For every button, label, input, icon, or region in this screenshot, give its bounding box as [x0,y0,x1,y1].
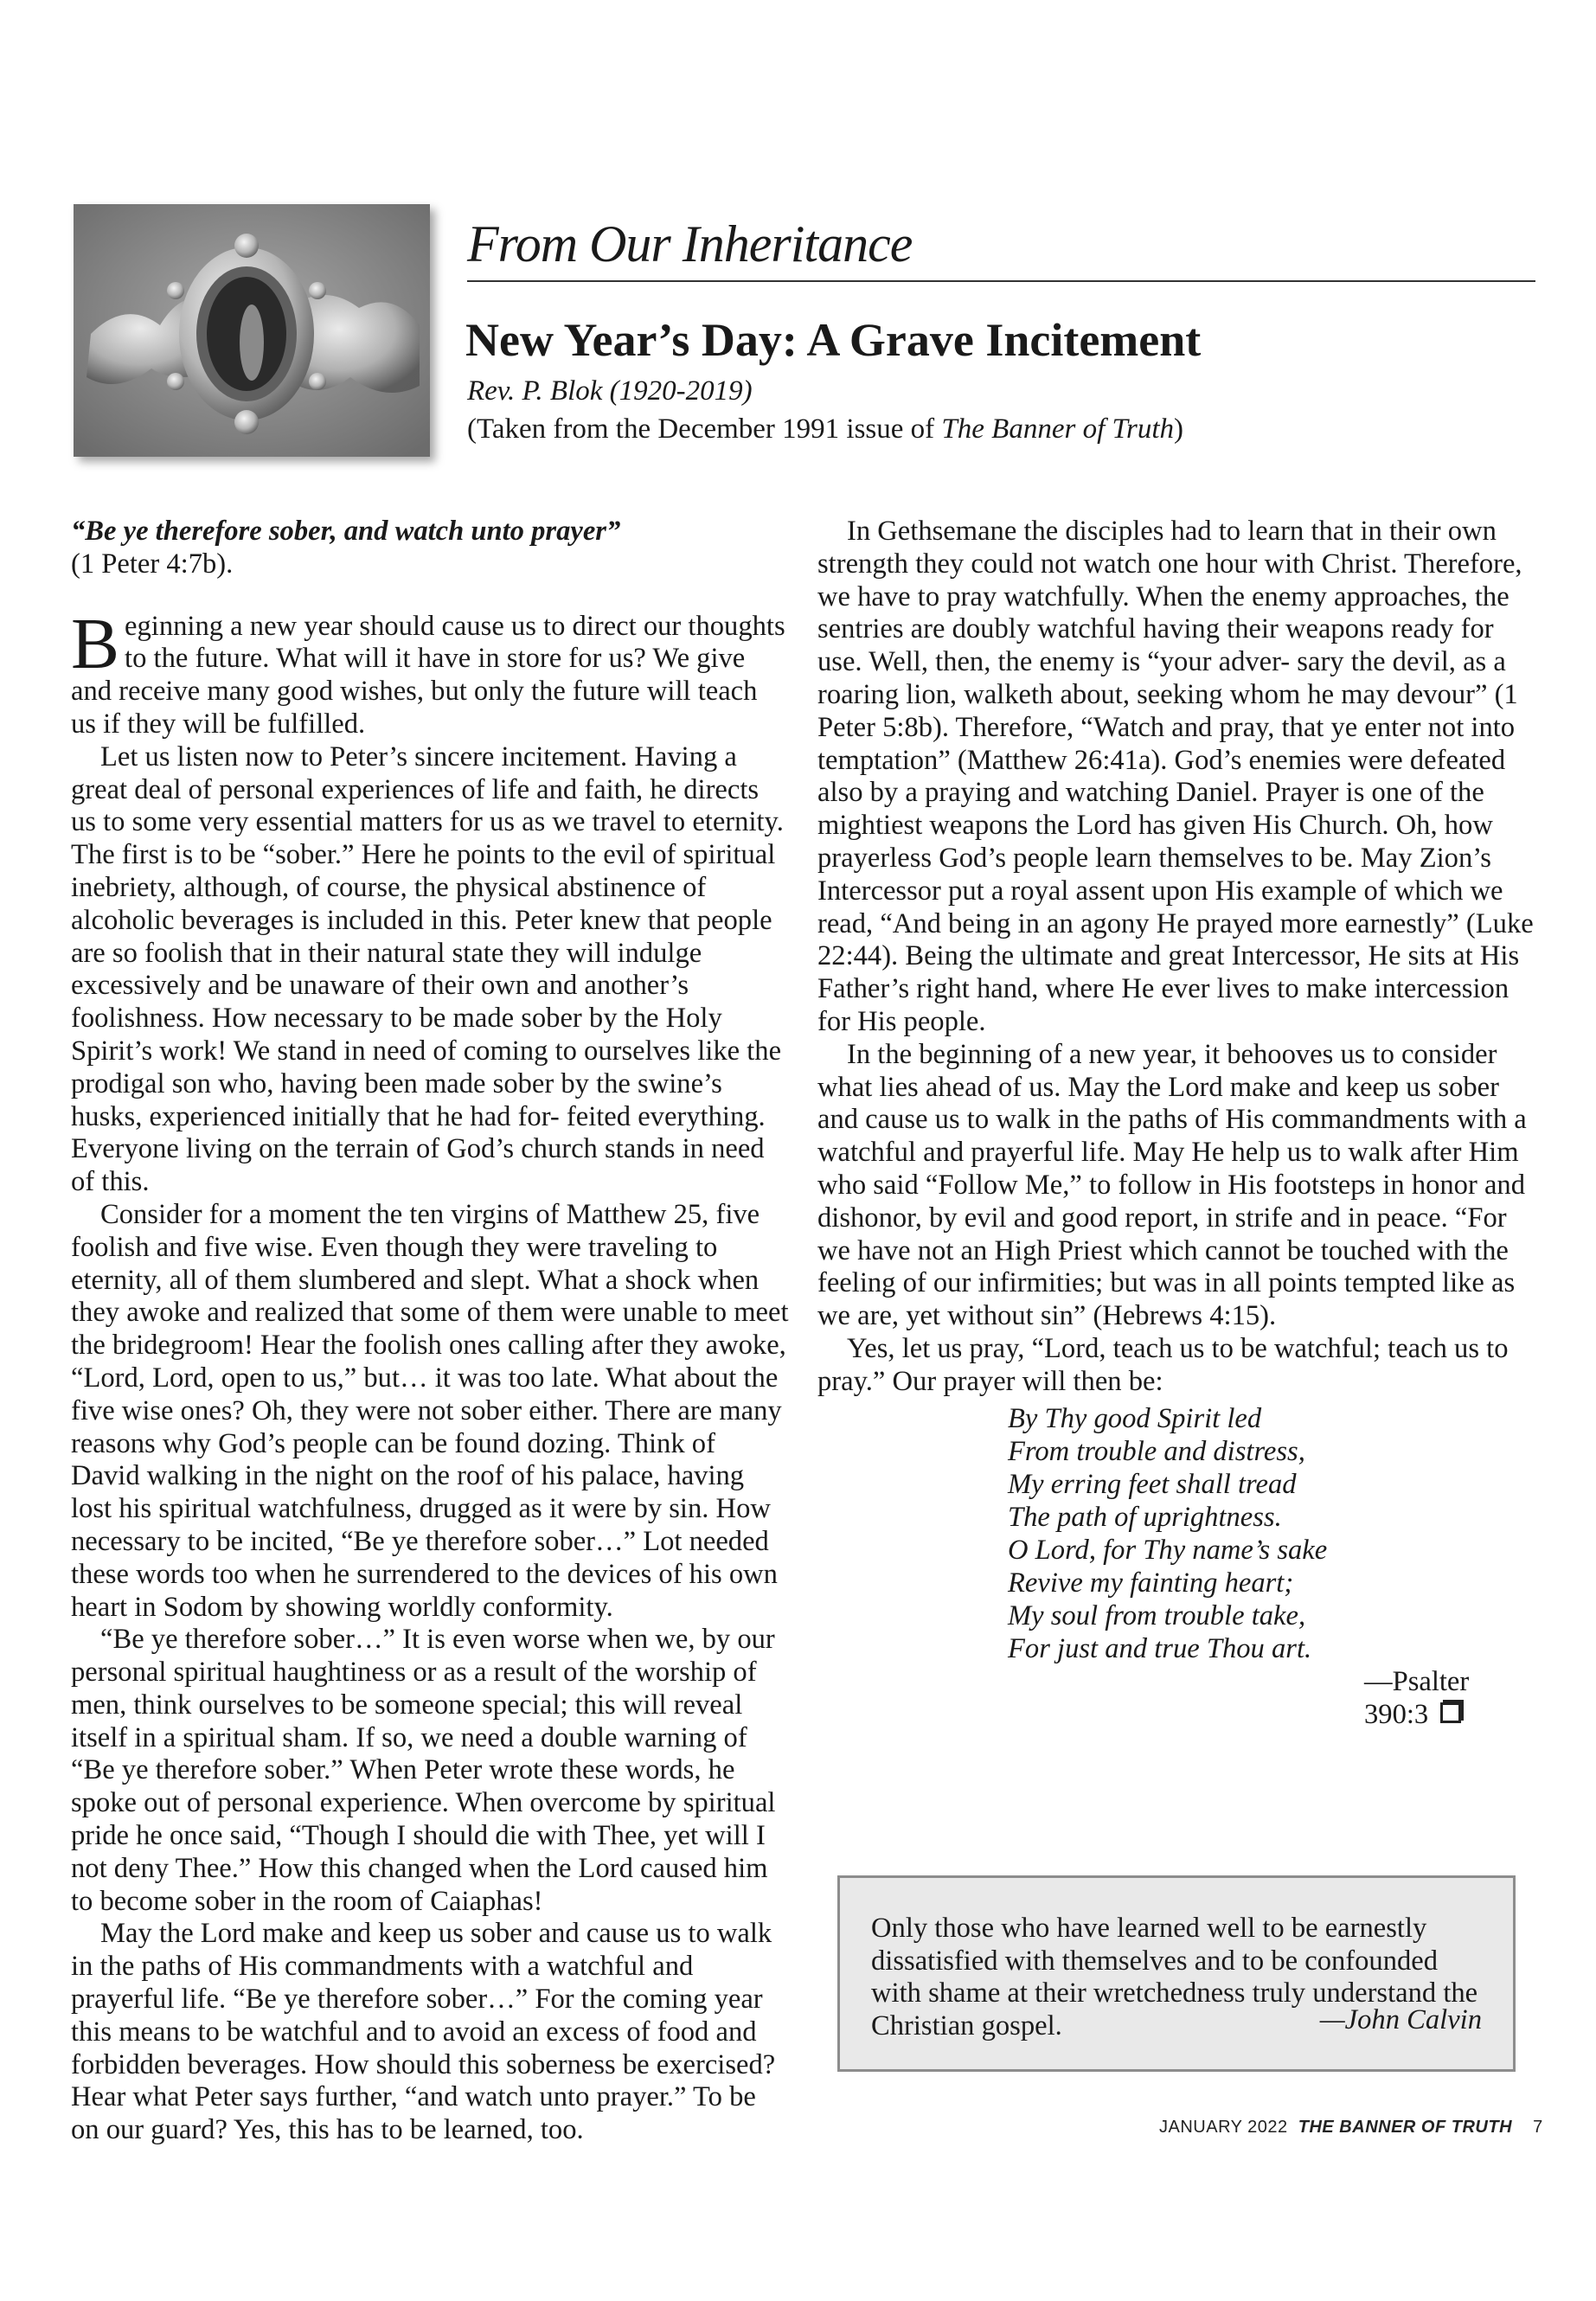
paragraph-2: Let us listen now to Peter’s sincere incitement. Having a great deal of personal experiences of life and faith, he directs us to some very essential matters for us as we travel to eternity. The first is to be “sober.” Here he points to the evil of spiritual inebriety, although, of course, the physical abstinence of alcoholic beverages is included in this. Peter knew that people are so foolish that in their natural state they will indulge excessively and be unaware of their own and another’s foolishness. How necessary to be made sober by the Holy Spirit’s work! We stand in need of coming to ourselves like the prodigal son who, having been made sober by the swine’s husks, experienced initially that he had for- feited everything. Everyone living on the terrain of God’s church stands in need of this. [71,740,784,1198]
epigraph-reference: (1 Peter 4:7b). [71,548,234,580]
poem-line: From trouble and distress, [1008,1435,1305,1467]
paragraph-5: May the Lord make and keep us sober and cause us to walk in the paths of His commandments with a watchful and prayerful life. “Be ye therefore sober…” For the coming year this means to be watchful and to avoid an excess of food and forbidden beverages. How should this soberness be exercised? Hear what Peter says further, “and watch unto prayer.” To be on our guard? Yes, this has to be learned, too. [71,1918,776,2146]
header-photo [74,204,430,457]
paragraph-6: In Gethsemane the disciples had to learn that in their own strength they could not watch one hour with Christ. Therefore, we have to pray watchfully. When the enemy approaches, the sentries are doubly watchful having their weapons ready for use. Well, then, the enemy is “your adver- sary the devil, as a roaring lion, walketh about, seeking whom he may devour” (1 Peter 5:8b). Therefore, “Watch and pray, that ye enter not into temptation” (Matthew 26:41a). God’s enemies were defeated also by a praying and watching Daniel. Prayer is one of the mightiest weapons the Lord has given His Church. Oh, how prayerless God’s people learn themselves to be. May Zion’s Intercessor put a royal assent upon His example of which we read, “And being in an agony He prayed more earnestly” (Luke 22:44). Being the ultimate and great Intercessor, He sits at His Father’s right hand, where He ever lives to make intercession for His people. [817,516,1534,1037]
epigraph: “Be ye therefore sober, and watch unto prayer” [71,516,621,547]
article-author: Rev. P. Blok (1920-2019) [467,375,753,407]
paragraph-8: Yes, let us pray, “Lord, teach us to be watchful; teach us to pray.” Our prayer will then be: [817,1332,1509,1397]
footer-issue: JANUARY 2022 [1159,2118,1288,2137]
poem-line: My soul from trouble take, [1008,1599,1306,1631]
paragraph-1 [71,603,789,741]
poem-citation-text: —Psalter 390:3 [1364,1665,1470,1730]
paragraph-7: In the beginning of a new year, it behooves us to consider what lies ahead of us. May the Lord make and keep us sober and cause us to walk in the paths of His commandments with a watchful and prayerful life. May He help us to walk after Him who said “Follow Me,” to follow in His footsteps in honor and dishonor, by evil and good report, in strife and in peace. “For we have not an High Priest which cannot be touched with the feeling of our infirmities; but was in all points tempted like as we are, yet without sin” (Hebrews 4:15). [817,1038,1527,1332]
quote-author: —John Calvin [1319,2003,1482,2035]
end-mark-icon [1440,1702,1461,1723]
quote-text: Only those who have learned well to be earnestly dissatisfied with themselves and to be confounded with shame at their wretchedness truly understand the Christian gospel. [871,1913,1478,2041]
article-column-right [817,516,1535,1731]
footer-publication: THE BANNER OF TRUTH [1298,2118,1513,2137]
article-source [467,413,1183,445]
paragraph-4: “Be ye therefore sober…” It is even worse when we, by our personal spiritual haughtiness or as a result of the worship of men, think ourselves to be someone special; this will reveal itself in a spiritual sham. If so, we need a double warning of “Be ye therefore sober.” When Peter wrote these words, he spoke out of personal experience. When overcome by spiritual pride he once said, “Though I should die with Thee, yet will I not deny Thee.” How this changed when the Lord caused him to become sober in the room of Caiaphas! [71,1624,776,1917]
poem-line: Revive my fainting heart; [1008,1567,1294,1599]
psalter-poem [1008,1402,1535,1731]
poem-line: The path of uprightness. [1008,1501,1282,1533]
source-prefix: (Taken from the December 1991 issue of [467,413,942,445]
poem-citation [1364,1665,1535,1731]
article-title: New Year’s Day: A Grave Incitement [465,314,1202,366]
poem-line: My erring feet shall tread [1008,1468,1297,1500]
drop-cap: B [71,603,120,684]
ornament-image [74,204,430,457]
poem-line: For just and true Thou art. [1008,1632,1312,1664]
page-footer [1159,2118,1543,2138]
paragraph-3: Consider for a moment the ten virgins of Matthew 25, five foolish and five wise. Even though they were traveling to eternity, all of them slumbered and slept. What a shock when they awoke and realized that some of them were unable to meet the bridegroom! Hear the foolish ones calling after they awoke, “Lord, Lord, open to us,” but… it was too late. What about the five wise ones? Oh, they were not sober either. There are many reasons why God’s people can be found dozing. Think of David walking in the night on the roof of his palace, having lost his spiritual watchfulness, drugged as it were by sin. How necessary to be incited, “Be ye therefore sober…” Lot needed these words too when he surrendered to the devices of his own heart in Sodom by showing worldly conformity. [71,1198,789,1623]
title-divider [467,280,1535,282]
poem-line: By Thy good Spirit led [1008,1402,1262,1434]
article-column-left [71,516,789,2147]
page-number: 7 [1533,2118,1543,2137]
poem-line: O Lord, for Thy name’s sake [1008,1534,1328,1566]
section-title: From Our Inheritance [467,215,913,272]
paragraph-1-text: eginning a new year should cause us to direct our thoughts to the future. What will it have in store for us? We give and receive many good wishes, but only the future will teach us if they will be fulfilled. [71,610,785,740]
sidebar-quote [837,1875,1516,2072]
source-publication: The Banner of Truth [941,413,1175,445]
source-suffix: ) [1174,413,1184,445]
